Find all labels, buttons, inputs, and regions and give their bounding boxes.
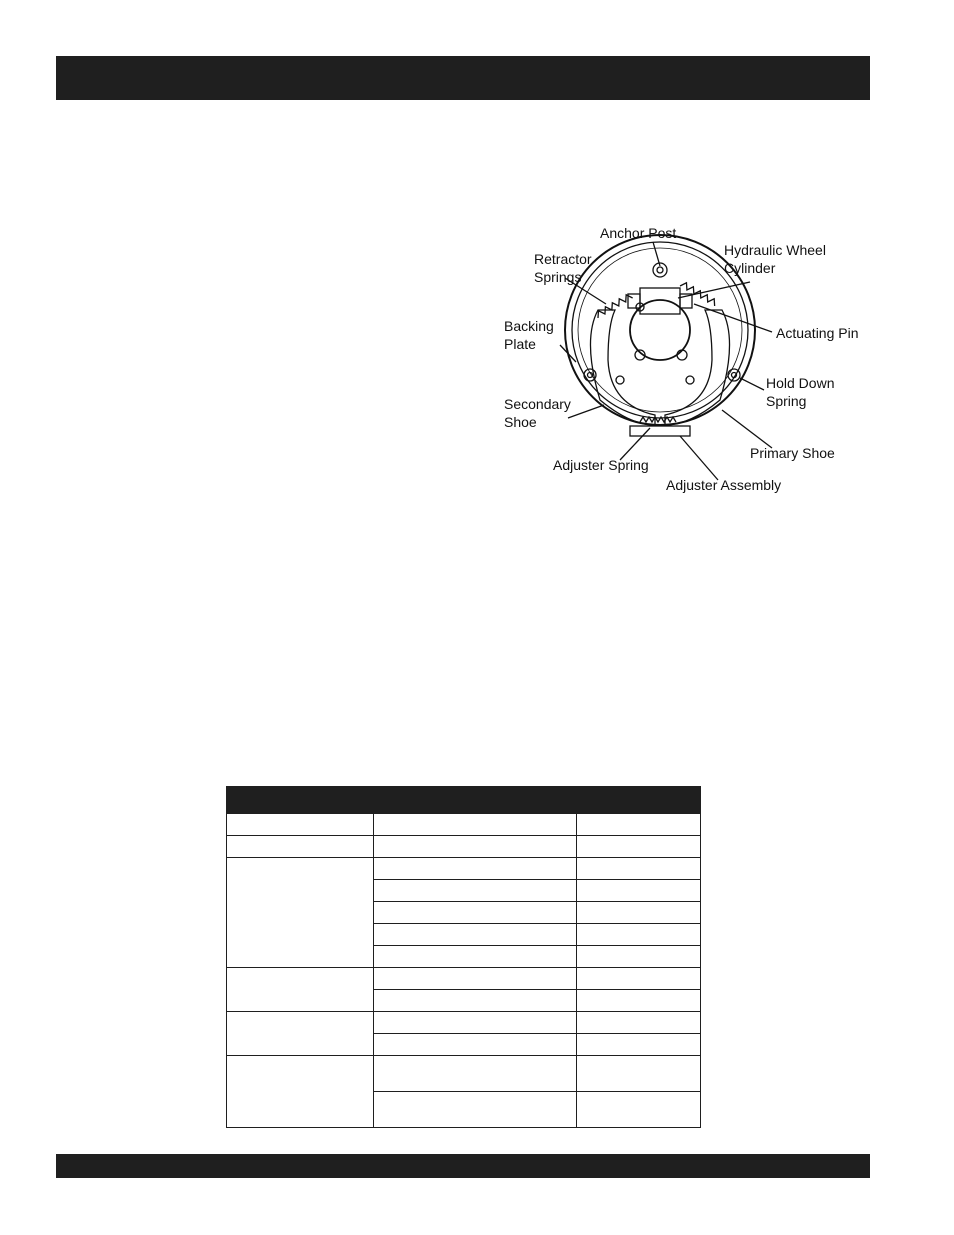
drum-brake-diagram <box>490 200 870 500</box>
label-anchor-post: Anchor Post <box>600 225 677 241</box>
table-header-row <box>227 787 701 814</box>
table-row <box>227 968 701 990</box>
label-retractor-springs: Retractor Springs <box>534 251 592 285</box>
spec-table <box>226 786 701 1128</box>
label-adjuster-assembly: Adjuster Assembly <box>666 477 782 493</box>
label-backing-plate: Backing Plate <box>504 318 554 352</box>
table-row <box>227 1056 701 1092</box>
label-adjuster-spring: Adjuster Spring <box>553 457 649 473</box>
table-header <box>227 787 701 814</box>
table-row <box>227 814 701 836</box>
label-hold-down-spring: Hold Down Spring <box>766 375 835 409</box>
label-primary-shoe: Primary Shoe <box>750 445 835 461</box>
label-actuating-pin: Actuating Pin <box>776 325 859 341</box>
footer-bar <box>56 1154 870 1178</box>
table-row <box>227 836 701 858</box>
label-secondary-shoe: Secondary Shoe <box>504 396 571 430</box>
table-row <box>227 1012 701 1034</box>
table-row <box>227 858 701 880</box>
label-hydraulic-wheel-cylinder: Hydraulic Wheel Cylinder <box>724 242 826 276</box>
header-bar <box>56 56 870 100</box>
